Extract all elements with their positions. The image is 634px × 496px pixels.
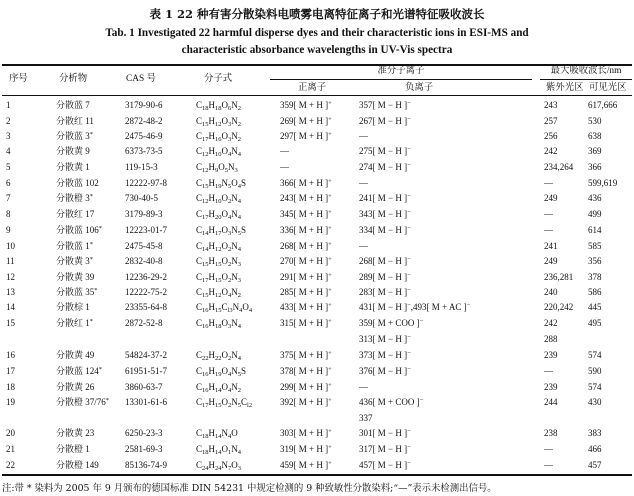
molecular-formula: $C_{14}H_{17}O_3N_5S$ <box>196 225 247 237</box>
row-number: 15 <box>6 318 15 328</box>
negative-ion: 301[ M − H ]− <box>359 428 411 438</box>
cas-number: 3179-90-6 <box>125 100 163 110</box>
vis-wavelength: 378 <box>588 272 602 282</box>
vis-wavelength: 585 <box>588 241 602 251</box>
cas-number: 6250-23-3 <box>125 428 163 438</box>
molecular-formula: $C_{15}H_{15}O_2N_3$ <box>196 256 242 268</box>
analyte-name: 分散黄 9 <box>56 146 90 156</box>
uv-wavelength-secondary: 288 <box>544 334 558 344</box>
negative-ion: — <box>359 382 368 392</box>
vis-wavelength: 430 <box>588 397 602 407</box>
vis-wavelength: 574 <box>588 350 602 360</box>
analyte-name: 分散蓝 124* <box>56 366 103 376</box>
cas-number: 12223-01-7 <box>125 225 167 235</box>
vis-wavelength: 356 <box>588 256 602 266</box>
row-number: 6 <box>6 178 11 188</box>
vis-wavelength: 617,666 <box>588 100 618 110</box>
negative-ion: 376[ M − H ]− <box>359 366 411 376</box>
cas-number: 85136-74-9 <box>125 460 167 470</box>
molecular-formula: $C_{12}H_{10}O_2N_4$ <box>196 193 242 205</box>
negative-ion: 436[ M + COO ]− <box>359 397 424 407</box>
analyte-name: 分散橙 149 <box>56 460 99 470</box>
positive-ion: 359[ M + H ]+ <box>280 100 332 110</box>
positive-ion: 315[ M + H ]+ <box>280 318 332 328</box>
molecular-formula: $C_{16}H_{19}O_4N_5S$ <box>196 366 247 378</box>
cas-number: 3860-63-7 <box>125 382 163 392</box>
row-number: 21 <box>6 444 15 454</box>
analyte-name: 分散蓝 3* <box>56 131 94 141</box>
positive-ion: 243[ M + H ]+ <box>280 193 332 203</box>
analyte-name: 分散橙 3* <box>56 193 94 203</box>
row-number: 20 <box>6 428 15 438</box>
molecular-formula: $C_{16}H_{14}O_4N_2$ <box>196 382 242 394</box>
vis-wavelength: 599,619 <box>588 178 618 188</box>
analyte-name: 分散蓝 102 <box>56 178 99 188</box>
cas-number: 61951-51-7 <box>125 366 167 376</box>
negative-ion: — <box>359 241 368 251</box>
negative-ion: 343[ M − H ]− <box>359 209 411 219</box>
molecular-formula: $C_{17}H_{16}O_3N_2$ <box>196 131 242 143</box>
negative-ion: 317[ M − H ]− <box>359 444 411 454</box>
molecular-formula: $C_{17}H_{20}O_4N_4$ <box>196 209 242 221</box>
positive-ion: 299[ M + H ]+ <box>280 382 332 392</box>
uv-wavelength: — <box>544 178 553 188</box>
analyte-name: 分散红 17 <box>56 209 95 219</box>
analyte-name: 分散蓝 35* <box>56 287 98 297</box>
cas-number: 3179-89-3 <box>125 209 163 219</box>
row-number: 4 <box>6 146 11 156</box>
row-number: 9 <box>6 225 11 235</box>
vis-wavelength: 383 <box>588 428 602 438</box>
molecular-formula: $C_{17}H_{15}O_2N_5C_{l2}$ <box>196 397 253 409</box>
analyte-name: 分散橙 37/76* <box>56 397 110 407</box>
vis-wavelength: 495 <box>588 318 602 328</box>
analyte-name: 分散黄 3* <box>56 256 94 266</box>
header-max-absorbance: 最大吸收波长/nm <box>550 66 622 76</box>
molecular-formula: $C_{12}H_9O_5N_3$ <box>196 162 238 174</box>
negative-ion: 268[ M − H ]− <box>359 256 411 266</box>
vis-wavelength: 366 <box>588 162 602 172</box>
cas-number: 119-15-3 <box>125 162 158 172</box>
molecular-formula: $C_{18}H_{14}N_4O$ <box>196 428 238 440</box>
vis-wavelength: 499 <box>588 209 602 219</box>
cas-number: 54824-37-2 <box>125 350 167 360</box>
positive-ion: 270[ M + H ]+ <box>280 256 332 266</box>
analyte-name: 分散蓝 7 <box>56 100 90 110</box>
negative-ion: 274[ M − H ]− <box>359 162 411 172</box>
uv-wavelength: 257 <box>544 116 558 126</box>
negative-ion: 373[ M − H ]− <box>359 350 411 360</box>
negative-ion: 359[ M + COO ]− <box>359 318 424 328</box>
analyte-name: 分散红 1* <box>56 318 94 328</box>
cas-number: 2475-46-9 <box>125 131 163 141</box>
negative-ion: 241[ M − H ]− <box>359 193 411 203</box>
analyte-name: 分散黄 39 <box>56 272 95 282</box>
header-positive-ion: 正离子 <box>298 83 327 93</box>
positive-ion: 459[ M + H ]+ <box>280 460 332 470</box>
row-number: 11 <box>6 256 15 266</box>
positive-ion: 345[ M + H ]+ <box>280 209 332 219</box>
uv-wavelength: 249 <box>544 193 558 203</box>
uv-wavelength: 234,264 <box>544 162 574 172</box>
positive-ion: 433[ M + H ]+ <box>280 302 332 312</box>
row-number: 10 <box>6 241 15 251</box>
molecular-formula: $C_{15}H_{19}N_5O_4S$ <box>196 178 247 190</box>
header-quasi-ions: 准分子离子 <box>377 66 425 76</box>
cas-number: 2872-48-2 <box>125 116 163 126</box>
positive-ion: 297[ M + H ]+ <box>280 131 332 141</box>
uv-wavelength: 244 <box>544 397 558 407</box>
vis-wavelength: 466 <box>588 444 602 454</box>
positive-ion: 375[ M + H ]+ <box>280 350 332 360</box>
positive-ion: 268[ M + H ]+ <box>280 241 332 251</box>
cas-number: 2581-69-3 <box>125 444 163 454</box>
vis-wavelength: 369 <box>588 146 602 156</box>
table-header-rule <box>2 95 632 96</box>
positive-ion: 285[ M + H ]+ <box>280 287 332 297</box>
uv-wavelength: 239 <box>544 350 558 360</box>
negative-ion: 357[ M − H ]− <box>359 100 411 110</box>
vis-wavelength: 457 <box>588 460 602 470</box>
uv-wavelength: 239 <box>544 382 558 392</box>
positive-ion: 303[ M + H ]+ <box>280 428 332 438</box>
uv-wavelength: 236,281 <box>544 272 574 282</box>
cas-number: 12236-29-2 <box>125 272 167 282</box>
table-title-english-line1: Tab. 1 Investigated 22 harmful disperse dyes and their characteristic ions in ESI-MS and <box>105 27 529 39</box>
absorbance-header-rule <box>540 79 632 80</box>
molecular-formula: $C_{22}H_{22}O_2N_4$ <box>196 350 242 362</box>
vis-wavelength: 638 <box>588 131 602 141</box>
cas-number: 2872-52-8 <box>125 318 163 328</box>
table-footnote: 注:带 * 染料为 2005 年 9 月颁布的德国标准 DIN 54231 中规定检测的 9 种致敏性分散染料;“—”表示未检测出信号。 <box>2 483 497 494</box>
row-number: 13 <box>6 287 15 297</box>
row-number: 22 <box>6 460 15 470</box>
vis-wavelength: 590 <box>588 366 602 376</box>
vis-wavelength: 530 <box>588 116 602 126</box>
cas-number: 13301-61-6 <box>125 397 167 407</box>
analyte-name: 分散棕 1 <box>56 302 90 312</box>
analyte-name: 分散蓝 106* <box>56 225 103 235</box>
cas-number: 23355-64-8 <box>125 302 167 312</box>
vis-wavelength: 445 <box>588 302 602 312</box>
cas-number: 6373-73-5 <box>125 146 163 156</box>
cas-number: 12222-75-2 <box>125 287 167 297</box>
header-analyte: 分析物 <box>59 74 88 84</box>
negative-ion: 267[ M − H ]− <box>359 116 411 126</box>
uv-wavelength: 249 <box>544 256 558 266</box>
cas-number: 12222-97-8 <box>125 178 167 188</box>
molecular-formula: $C_{16}H_{18}O_3N_4$ <box>196 318 242 330</box>
vis-wavelength: 586 <box>588 287 602 297</box>
analyte-name: 分散黄 23 <box>56 428 95 438</box>
header-uv-region: 紫外光区 <box>546 83 584 93</box>
row-number: 17 <box>6 366 15 376</box>
row-number: 7 <box>6 193 11 203</box>
positive-ion: 291[ M + H ]+ <box>280 272 332 282</box>
row-number: 16 <box>6 350 15 360</box>
row-number: 18 <box>6 382 15 392</box>
cas-number: 730-40-5 <box>125 193 158 203</box>
vis-wavelength: 574 <box>588 382 602 392</box>
molecular-formula: $C_{24}H_{24}N_7O_3$ <box>196 460 242 472</box>
uv-wavelength: — <box>544 209 553 219</box>
header-formula: 分子式 <box>204 74 233 84</box>
uv-wavelength: 256 <box>544 131 558 141</box>
row-number: 2 <box>6 116 11 126</box>
uv-wavelength: 240 <box>544 287 558 297</box>
uv-wavelength: 242 <box>544 318 558 328</box>
positive-ion: 366[ M + H ]+ <box>280 178 332 188</box>
negative-ion: 431[ M − H ]−,493[ M + AC ]− <box>359 302 471 312</box>
analyte-name: 分散橙 1 <box>56 444 90 454</box>
positive-ion: — <box>280 162 289 172</box>
uv-wavelength: — <box>544 460 553 470</box>
table-title-chinese: 表 1 22 种有害分散染料电喷雾电离特征离子和光谱特征吸收波长 <box>149 7 485 21</box>
negative-ion: 334[ M − H ]− <box>359 225 411 235</box>
row-number: 19 <box>6 397 15 407</box>
ion-header-rule <box>270 79 532 80</box>
positive-ion: 392[ M + H ]+ <box>280 397 332 407</box>
molecular-formula: $C_{18}H_{18}O_6N_2$ <box>196 100 242 112</box>
analyte-name: 分散黄 26 <box>56 382 95 392</box>
molecular-formula: $C_{16}H_{15}C_{l3}N_4O_4$ <box>196 302 253 314</box>
molecular-formula: $C_{14}H_{12}O_2N_4$ <box>196 241 242 253</box>
header-vis-region: 可见光区 <box>589 83 627 93</box>
negative-ion: 289[ M − H ]− <box>359 272 411 282</box>
header-cas: CAS 号 <box>126 74 156 84</box>
row-number: 8 <box>6 209 11 219</box>
row-number: 3 <box>6 131 11 141</box>
row-number: 5 <box>6 162 11 172</box>
uv-wavelength: 243 <box>544 100 558 110</box>
uv-wavelength: 242 <box>544 146 558 156</box>
negative-ion-secondary: 313[ M − H ]− <box>359 334 411 344</box>
cas-number: 2832-40-8 <box>125 256 163 266</box>
uv-wavelength: — <box>544 366 553 376</box>
positive-ion: 336[ M + H ]+ <box>280 225 332 235</box>
molecular-formula: $C_{17}H_{15}O_2N_3$ <box>196 272 242 284</box>
negative-ion-secondary: 337 <box>359 413 373 423</box>
uv-wavelength: — <box>544 225 553 235</box>
negative-ion: 275[ M − H ]− <box>359 146 411 156</box>
row-number: 14 <box>6 302 15 312</box>
header-negative-ion: 负离子 <box>405 83 434 93</box>
vis-wavelength: 614 <box>588 225 602 235</box>
positive-ion: 378[ M + H ]+ <box>280 366 332 376</box>
positive-ion: 269[ M + H ]+ <box>280 116 332 126</box>
row-number: 12 <box>6 272 15 282</box>
negative-ion: — <box>359 131 368 141</box>
uv-wavelength: 238 <box>544 428 558 438</box>
positive-ion: — <box>280 146 289 156</box>
uv-wavelength: — <box>544 444 553 454</box>
molecular-formula: $C_{15}H_{12}O_3N_2$ <box>196 116 242 128</box>
cas-number: 2475-45-8 <box>125 241 163 251</box>
analyte-name: 分散蓝 1* <box>56 241 94 251</box>
negative-ion: 283[ M − H ]− <box>359 287 411 297</box>
analyte-name: 分散黄 1 <box>56 162 90 172</box>
vis-wavelength: 436 <box>588 193 602 203</box>
negative-ion: — <box>359 178 368 188</box>
row-number: 1 <box>6 100 11 110</box>
molecular-formula: $C_{12}H_{10}O_4N_4$ <box>196 146 242 158</box>
table-title-english-line2: characteristic absorbance wavelengths in UV-Vis spectra <box>181 44 453 56</box>
analyte-name: 分散红 11 <box>56 116 94 126</box>
header-no: 序号 <box>9 74 28 84</box>
molecular-formula: $C_{18}H_{14}O_1N_4$ <box>196 444 242 456</box>
molecular-formula: $C_{15}H_{12}O_4N_2$ <box>196 287 242 299</box>
table-bottom-rule <box>2 474 632 476</box>
positive-ion: 319[ M + H ]+ <box>280 444 332 454</box>
analyte-name: 分散黄 49 <box>56 350 95 360</box>
negative-ion: 457[ M − H ]− <box>359 460 411 470</box>
uv-wavelength: 220,242 <box>544 302 574 312</box>
uv-wavelength: 241 <box>544 241 558 251</box>
